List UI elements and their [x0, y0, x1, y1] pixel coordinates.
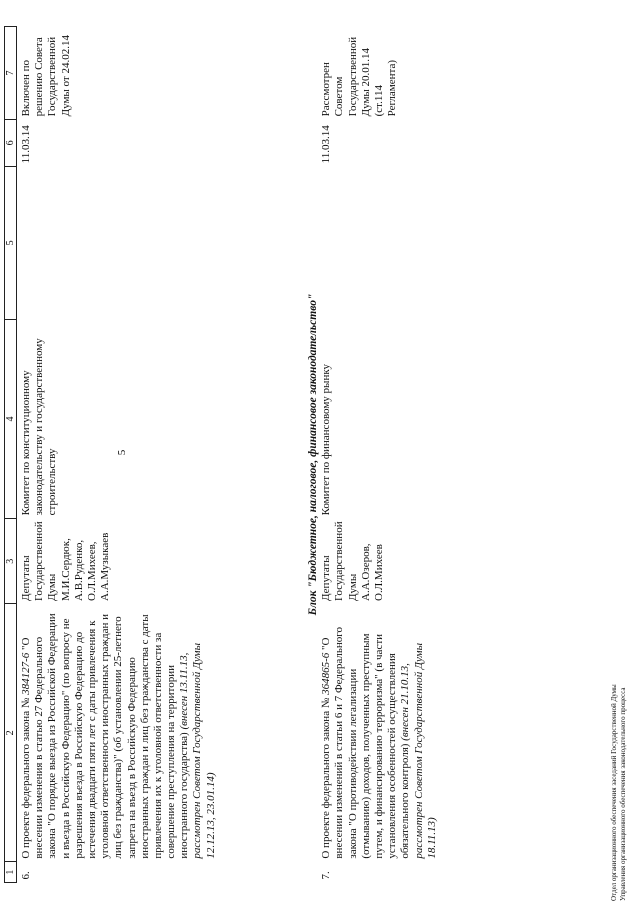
row-number: 7. [320, 871, 333, 880]
block-heading-row [307, 27, 321, 883]
bill-note: (внесен 21.10.13, рассмотрен Советом Государственной Думы 18.11.13) [399, 642, 438, 859]
bill-committee: Комитет по финансовому рынку [320, 363, 333, 516]
col5-empty [320, 166, 439, 319]
bill-number: 384127-6 [20, 652, 32, 695]
footer-line-1: Отдел организационного обеспечения заседаний Государственной Думы [610, 684, 618, 901]
header-col-6: 6 [5, 119, 17, 166]
table-row [320, 27, 439, 883]
header-col-4: 4 [5, 319, 17, 518]
bills-table [4, 26, 439, 883]
col5-empty [17, 166, 307, 319]
bill-title: О проекте федерального закона № [320, 697, 333, 859]
review-date: 11.03.14 [20, 125, 32, 164]
header-col-2: 2 [5, 604, 17, 862]
footer-line-2: Управления организационного обеспечения законодательного процесса [619, 687, 627, 901]
header-col-7: 7 [5, 27, 17, 120]
bill-authors: Депутаты Государственной Думы А.А.Озеров, О.Л.Михеев [320, 521, 386, 601]
bill-note: (внесен 13.11.13, рассмотрен Советом Государственной Думы 12.12.13, 23.01.14) [178, 642, 217, 859]
table-row [17, 27, 307, 883]
header-col-5: 5 [5, 166, 17, 319]
bill-status: Включен по решению Совета Государственной Думы от 24.02.14 [20, 35, 72, 117]
bill-status: Рассмотрен Советом Государственной Думы 20.01.14 (ст.114 Регламента) [320, 36, 399, 117]
block-title: Блок "Бюджетное, налоговое, финансовое законодательство" [306, 293, 319, 616]
bill-title: О проекте федерального закона № [20, 697, 32, 859]
bill-text: "О внесении изменений в статьи 6 и 7 Федерального закона "О противодействии легализации (отмыванию) доходов, полученных преступным путем, и финансированию терроризма" (в части установления особенностей осуществления обязательного контроля) [320, 627, 412, 859]
bill-number: 364865-6 [320, 652, 333, 695]
page-number: 5 [116, 449, 128, 456]
bill-description [17, 604, 307, 862]
review-date: 11.03.14 [320, 125, 333, 164]
page-footer [610, 684, 628, 901]
bill-description [320, 604, 439, 862]
row-number: 6. [20, 871, 32, 880]
bill-committee: Комитет по конституционному законодательству и государственному строительству [20, 338, 59, 516]
table-header [5, 27, 17, 883]
header-col-3: 3 [5, 518, 17, 604]
header-col-1: 1 [5, 862, 17, 883]
bill-text: "О внесении изменения в статью 27 Федерального закона "О порядке выезда из Российской Федерации и въезда в Российскую Федерацию" (по вопросу не разрешения въезда в Российскую Федерацию до истечения двадцати пяти лет с даты привлечения к уголовной ответственности иностранных граждан и лиц без гражданства)" (об установлении 25-летнего запрета на въезд в Российскую Федерацию иностранных граждан и лиц без гражданства с даты привлечения их к уголовной ответственности за совершение преступления на территории иностранного государства) [20, 613, 191, 859]
bill-authors: Депутаты Государственной Думы М.И.Сердюк, А.В.Руденко, О.Л.Михеев, А.А.Музыкаев [20, 521, 112, 601]
